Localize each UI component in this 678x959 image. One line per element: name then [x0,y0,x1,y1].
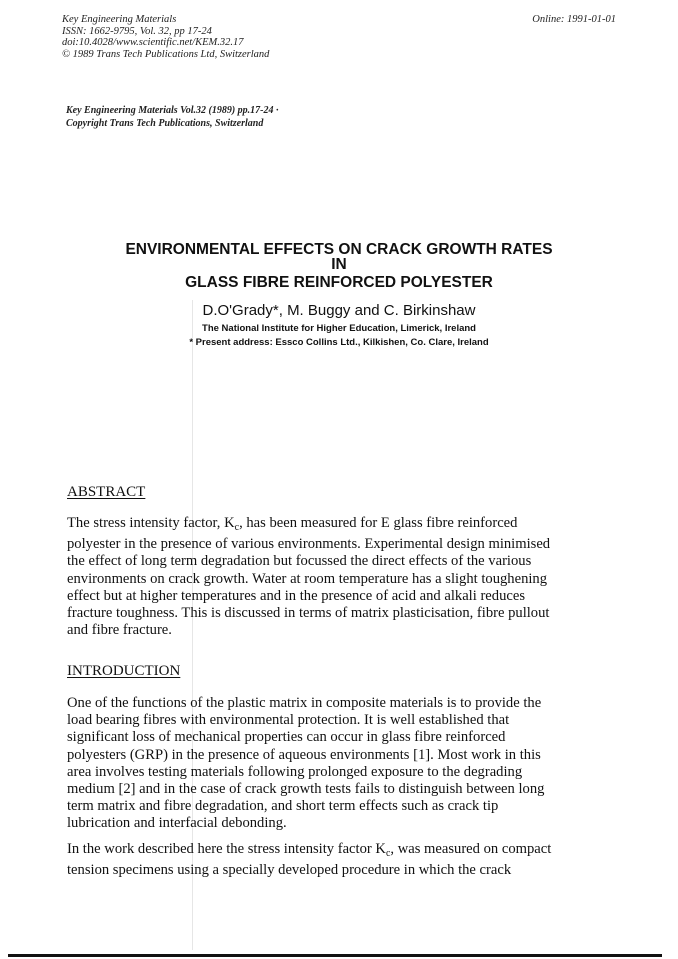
present-address-line: * Present address: Essco Collins Ltd., Kilkishen, Co. Clare, Ireland [189,336,489,348]
title-line: GLASS FIBRE REINFORCED POLYESTER [185,274,493,291]
introduction-paragraph-1 [67,695,587,833]
intro-line: term matrix and fibre degradation, and short term effects such as crack tip [67,798,499,815]
title-line: IN [331,256,347,273]
title-line: ENVIRONMENTAL EFFECTS ON CRACK GROWTH RATES [125,241,553,258]
intro-line: lubrication and interfacial debonding. [67,815,287,832]
journal-reference-line: Key Engineering Materials Vol.32 (1989) pp.17-24 · [66,105,279,116]
online-date: Online: 1991-01-01 [532,14,616,25]
intro-line: medium [2] and in the case of crack growth tests fails to distinguish between long [67,781,545,798]
intro-line: tension specimens using a specially developed procedure in which the crack [67,862,512,879]
abstract-body [67,515,587,639]
publication-info [62,14,269,60]
text-run: , has been measured for E glass fibre reinforced [239,515,518,531]
abstract-line: polyester in the presence of various environments. Experimental design minimised [67,536,551,553]
affiliation [0,322,678,349]
intro-line: One of the functions of the plastic matrix in composite materials is to provide the [67,695,542,711]
abstract-line: and fibre fracture. [67,622,172,639]
abstract-heading: ABSTRACT [67,484,146,500]
intro-line: area involves testing materials following prolonged exposure to the degrading [67,763,523,780]
introduction-paragraph-2 [67,841,587,879]
page-bottom-rule [8,954,662,957]
issn-line: ISSN: 1662-9795, Vol. 32, pp 17-24 [62,25,212,37]
subscript: c [234,522,240,533]
abstract-line: environments on crack growth. Water at room temperature has a slight toughening [67,570,548,587]
intro-line: polyesters (GRP) in the presence of aqueous environments [1]. Most work in this [67,746,541,763]
doi-line[interactable]: doi:10.4028/www.scientific.net/KEM.32.17 [62,37,244,48]
subscript: c [385,848,391,859]
abstract-line: effect but at higher temperatures and in the presence of acid and alkali reduces [67,587,526,604]
intro-line: load bearing fibres with environmental protection. It is well established that [67,712,510,729]
affiliation-line: The National Institute for Higher Education, Limerick, Ireland [202,323,476,334]
introduction-heading: INTRODUCTION [67,663,181,679]
text-run: In the work described here the stress intensity factor K [67,841,386,857]
text-run: The stress intensity factor, K [67,515,235,531]
abstract-line [67,515,587,536]
text-run: , was measured on compact [390,841,552,857]
copyright-notice: Copyright Trans Tech Publications, Switzerland [66,118,264,129]
intro-line: significant loss of mechanical properties can occur in glass fibre reinforced [67,729,506,746]
intro-line [67,841,587,862]
abstract-line: fracture toughness. This is discussed in terms of matrix plasticisation, fibre pullout [67,605,550,622]
copyright-line: © 1989 Trans Tech Publications Ltd, Switzerland [62,48,270,60]
journal-name: Key Engineering Materials [62,14,177,25]
paper-title [0,242,678,290]
journal-reference [66,104,279,130]
author-list: D.O'Grady*, M. Buggy and C. Birkinshaw [202,302,476,319]
abstract-line: the effect of long term degradation but focussed the direct effects of the various [67,553,532,570]
